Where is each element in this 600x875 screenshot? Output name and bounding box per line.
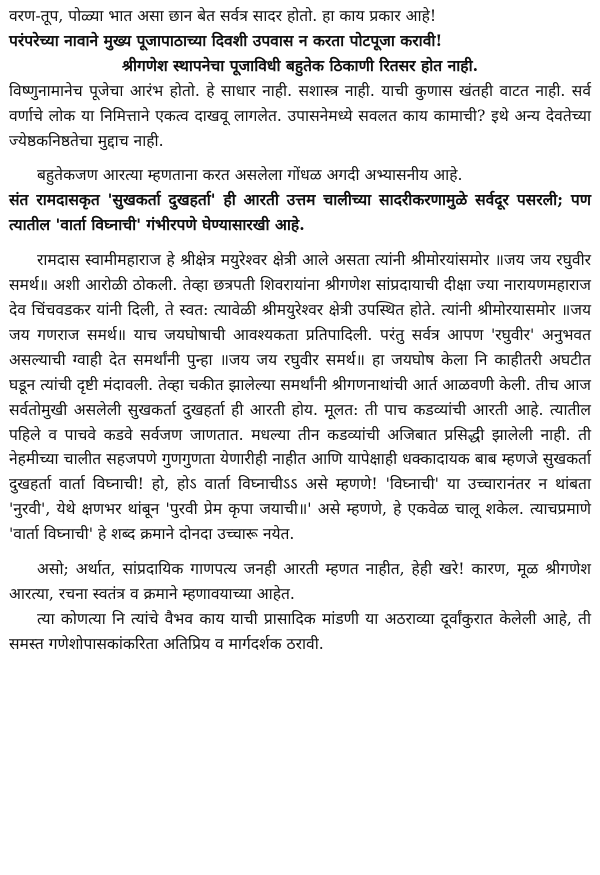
paragraph-ramdas-story: रामदास स्वामीमहाराज हे श्रीक्षेत्र मयुरेश्वर क्षेत्री आले असता त्यांनी श्रीमोरयांसमोर ॥जय जय रघुवीर समर्थ॥ अशी आरोळी ठोकली. तेव्हा छत्रपती शिवरायांना श्रीगणेश सांप्रदायाची दीक्षा ज्या नारायणमहाराज देव चिंचवडकर यांनी दिली, ते स्वत: त्यावेळी श्रीमयुरेश्वर क्षेत्री उपस्थित होते. त्यांनी श्रीमोरयासमोर ॥जय जय गणराज समर्थ॥ याच जयघोषाची आवश्यकता प्रतिपादिली. परंतु सर्वत्र आपण 'रघुवीर' अनुभवत असल्याची ग्वाही देत समर्थांनी पुन्हा ॥जय जय रघुवीर समर्थ॥ हा जयघोष केला नि काहीतरी अघटीत घडून त्यांची दृष्टी मंदावली. तेव्हा चकीत झालेल्या समर्थांनी श्रीगणनाथांची आर्त आळवणी केली. तीच आज सर्वतोमुखी असलेली सुखकर्ता दुखहर्ता ही आरती होय. मूलत: ती पाच कडव्यांची आरती आहे. त्यातील पहिले व पाचवे कडवे सर्वजण जाणतात. मधल्या तीन कडव्यांची अजिबात प्रसिद्धी झालेली नाही. ती नेहमीच्या चालीत सहजपणे गुणगुणता येणारीही नाहीत आणि यापेक्षाही धक्कादायक बाब म्हणजे सुखकर्ता दुखहर्ता वार्ता विघ्नाची! हो, होऽ वार्ता विघ्नाचीऽऽ असे म्हणणे! 'विघ्नाची' या उच्चारानंतर न थांबता 'नुरवी', येथे क्षणभर थांबून 'पुरवी प्रेम कृपा जयाची॥' असे म्हणणे, हे एकवेळ चालू शकेल. त्याचप्रमाणे 'वार्ता विघ्नाची' हे शब्द क्रमाने दोनदा उच्चारू नयेत. (9, 251, 591, 544)
paragraph-aarti-confusion: बहुतेकजण आरत्या म्हणताना करत असलेला गोंधळ अगदी अभ्यासनीय आहे. (37, 166, 463, 185)
paragraph-vishnu-invocation: विष्णुनामानेच पूजेचा आरंभ होतो. हे साधार नाही. सशास्त्र नाही. याची कुणास खंतही वाटत नाही. सर्व वर्णाचे लोक या निमित्ताने एकत्व दाखवू लागलेत. उपासनेमध्ये सवलत काय कामाची? इथे अन्य देवतेच्या ज्येष्ठकनिष्ठतेचा मुद्दाच नाही. (9, 81, 591, 150)
paragraph-installation-ritual: श्रीगणेश स्थापनेचा पूजाविधी बहुतेक ठिकाणी रितसर होत नाही. (121, 55, 479, 75)
paragraph-sukhkarta-highlight: संत रामदासकृत 'सुखकर्ता दुखहर्ता' ही आरती उत्तम चालीच्या सादरीकरणामुळे सर्वदूर पसरली; पण त्यातील 'वार्ता विघ्नाची' गंभीरपणे घेण्यासारखी आहे. (9, 190, 591, 235)
paragraph-fasting-remark: परंपरेच्या नावाने मुख्य पूजापाठाच्या दिवशी उपवास न करता पोटपूजा करावी! (9, 30, 443, 50)
paragraph-tradition-note: असो; अर्थात, सांप्रदायिक गाणपत्य जनही आरती म्हणत नाहीत, हेही खरे! कारण, मूळ श्रीगणेश आरत्या, रचना स्वतंत्र व क्रमाने म्हणावयाच्या आहेत. (9, 560, 591, 603)
paragraph-closing: त्या कोणत्या नि त्यांचे वैभव काय याची प्रासादिक मांडणी या अठराव्या दूर्वांकुरात केलेली आहे, ती समस्त गणेशोपासकांकरिता अतिप्रिय व मार्गदर्शक ठरावी. (9, 609, 591, 653)
paragraph-opening-line: वरण-तूप, पोळ्या भात असा छान बेत सर्वत्र सादर होतो. हा काय प्रकार आहे! (9, 7, 437, 25)
